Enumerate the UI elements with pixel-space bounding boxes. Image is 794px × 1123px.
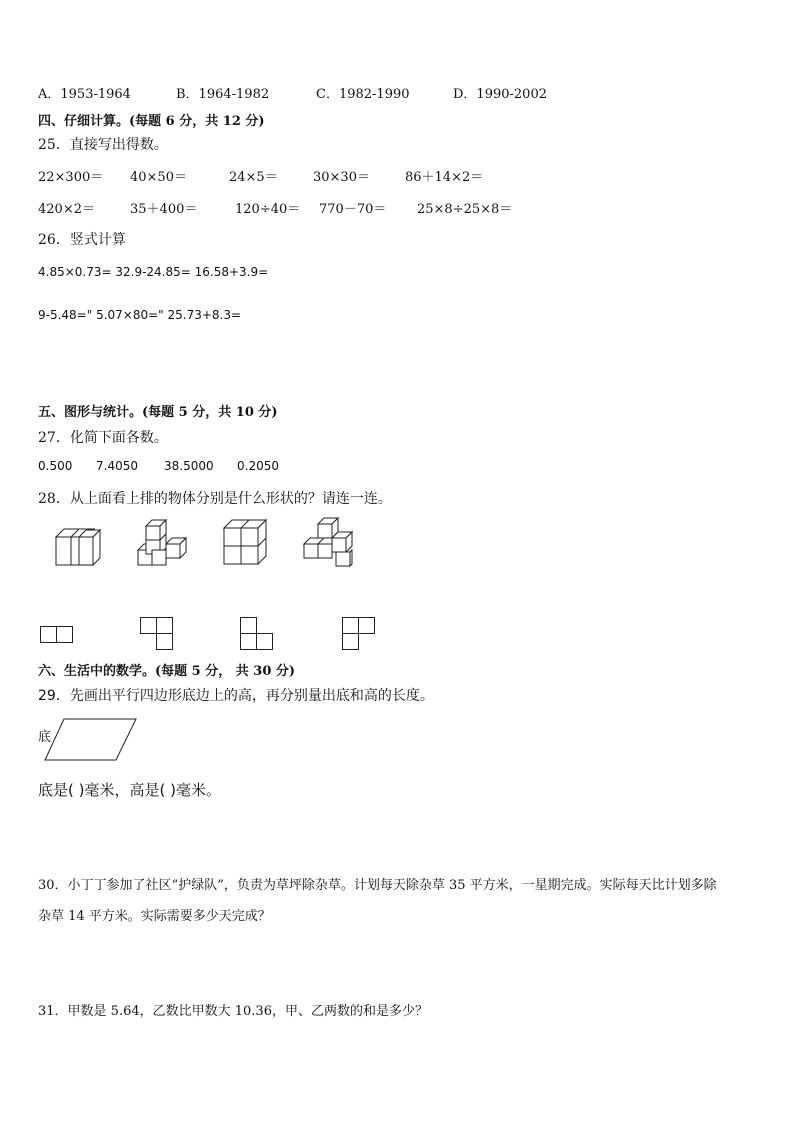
top-view-3	[240, 617, 276, 653]
question-30-line-1: 30．小丁丁参加了社区“护绿队”，负责为草坪除杂草。计划每天除杂草 35 平方米，一星期完成。实际每天比计划多除	[38, 878, 717, 893]
section-4-title: 四、仔细计算。(每题 6 分，共 12 分)	[38, 114, 265, 129]
cube-figure-1	[56, 520, 106, 570]
expression: 420×2＝	[38, 202, 95, 217]
parallelogram-figure	[44, 718, 140, 764]
expression: 40×50＝	[130, 170, 187, 185]
question-26-prompt: 26．竖式计算	[38, 232, 126, 248]
question-25-prompt: 25．直接写出得数。	[38, 137, 168, 153]
option-c: C．1982-1990	[316, 87, 410, 102]
cube-figure-3	[222, 518, 272, 570]
expression: 120÷40＝	[235, 202, 301, 217]
question-28-prompt: 28．从上面看上排的物体分别是什么形状的？请连一连。	[38, 491, 392, 507]
q26-line-1: 4.85×0.73= 32.9-24.85= 16.58+3.9=	[38, 265, 269, 279]
expression: 22×300＝	[38, 170, 104, 185]
expression: 24×5＝	[229, 170, 278, 185]
cube-figure-4	[300, 514, 360, 572]
top-view-4	[342, 617, 378, 653]
expression: 25×8÷25×8＝	[417, 202, 513, 217]
question-31-prompt: 31．甲数是 5.64，乙数比甲数大 10.36，甲、乙两数的和是多少？	[38, 1004, 428, 1019]
number: 0.2050	[237, 459, 279, 473]
question-29-prompt: 29．先画出平行四边形底边上的高，再分别量出底和高的长度。	[38, 688, 434, 704]
option-b: B．1964-1982	[176, 87, 270, 102]
top-view-1	[40, 626, 76, 646]
number: 0.500	[38, 459, 73, 473]
expression: 770－70＝	[319, 202, 387, 217]
section-5-title: 五、图形与统计。(每题 5 分，共 10 分)	[38, 405, 278, 420]
base-label: 底	[38, 730, 52, 745]
expression: 86＋14×2＝	[405, 170, 484, 185]
question-29-answer: 底是( )毫米，高是( )毫米。	[38, 781, 221, 799]
option-d: D．1990-2002	[453, 87, 547, 102]
number: 38.5000	[164, 459, 214, 473]
section-6-title: 六、生活中的数学。(每题 5 分， 共 30 分)	[38, 664, 296, 679]
question-30-line-2: 杂草 14 平方米。实际需要多少天完成？	[38, 909, 271, 924]
expression: 35＋400＝	[130, 202, 198, 217]
number: 7.4050	[96, 459, 138, 473]
expression: 30×30＝	[313, 170, 370, 185]
question-27-prompt: 27．化简下面各数。	[38, 430, 168, 446]
option-a: A．1953-1964	[38, 87, 131, 102]
cube-figure-2	[136, 518, 190, 572]
top-view-2	[140, 617, 176, 653]
q26-line-2: 9-5.48=" 5.07×80=" 25.73+8.3=	[38, 308, 242, 322]
